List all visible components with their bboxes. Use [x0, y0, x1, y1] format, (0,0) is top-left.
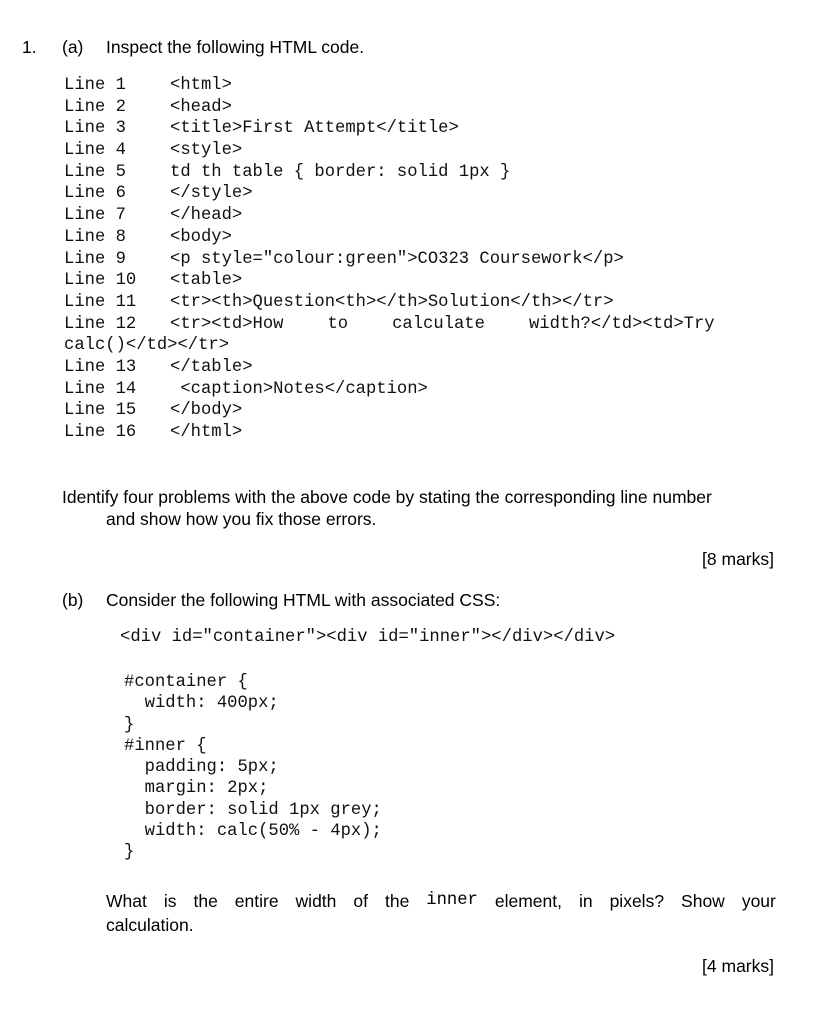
part-a-task-line-2: and show how you fix those errors. — [106, 509, 377, 529]
part-b-intro: Consider the following HTML with associated CSS: — [106, 590, 501, 610]
code-text: </style> — [170, 184, 253, 204]
word: of — [353, 891, 368, 911]
css-line: border: solid 1px grey; — [124, 800, 382, 820]
code-text: <tr><th>Question<th></th>Solution</th></tr> — [170, 292, 614, 312]
word: in — [578, 891, 593, 911]
code-text: </body> — [170, 401, 243, 421]
word: the — [193, 891, 218, 911]
code-token: width?</td><td>Try — [528, 314, 715, 334]
line-number: Line 5 — [64, 162, 126, 182]
line-number: Line 9 — [64, 249, 126, 269]
line-number: Line 13 — [64, 357, 137, 377]
code-text: <html> — [170, 76, 232, 95]
css-line: margin: 2px; — [124, 779, 269, 799]
part-a-task — [62, 486, 778, 530]
code-text: <table> — [170, 271, 243, 291]
part-a-marks: [8 marks] — [702, 549, 774, 569]
css-line: padding: 5px; — [124, 758, 279, 778]
line-number: Line 14 — [64, 379, 137, 399]
line-number: Line 15 — [64, 401, 137, 421]
code-text: </head> — [170, 206, 243, 226]
line-number: Line 11 — [64, 292, 137, 312]
line-number: Line 3 — [64, 119, 126, 139]
word: pixels? — [609, 891, 665, 911]
part-a-intro: Inspect the following HTML code. — [106, 37, 365, 57]
code-text: td th table { border: solid 1px } — [170, 162, 511, 182]
line-number: Line 2 — [64, 97, 126, 117]
question-number: 1. — [22, 37, 37, 57]
code-text: <title>First Attempt</title> — [170, 119, 459, 139]
word: entire — [234, 891, 279, 911]
css-line: width: calc(50% - 4px); — [124, 822, 382, 842]
word: What — [106, 891, 147, 911]
word: the — [384, 891, 410, 911]
line-number: Line 12 — [64, 314, 137, 334]
css-code-block — [124, 672, 382, 864]
code-token: <tr><td>How — [170, 314, 284, 334]
line-number: Line 6 — [64, 184, 126, 204]
code-text — [170, 314, 715, 336]
code-text: <style> — [170, 141, 243, 161]
line-number: Line 4 — [64, 141, 126, 161]
part-a-label: (a) — [62, 37, 84, 57]
code-token: calculate — [392, 314, 485, 334]
word: your — [741, 891, 776, 911]
code-text-wrapped: calc()</td></tr> — [64, 336, 230, 356]
word: Show — [681, 891, 725, 911]
code-token: to — [327, 314, 349, 334]
code-text: </html> — [170, 423, 243, 443]
css-line: #inner { — [124, 736, 207, 756]
part-b-label: (b) — [62, 590, 84, 610]
code-text: <body> — [170, 227, 232, 247]
part-b-question — [106, 889, 776, 937]
line-number: Line 16 — [64, 423, 137, 443]
css-line: #container { — [124, 673, 248, 692]
word: is — [163, 891, 177, 911]
css-line: width: 400px; — [124, 694, 279, 714]
part-b-marks: [4 marks] — [702, 956, 774, 976]
inline-code-inner: inner — [426, 891, 478, 910]
line-number: Line 8 — [64, 227, 126, 247]
html-snippet: <div id="container"><div id="inner"></div></div> — [120, 628, 616, 647]
code-text: </table> — [170, 357, 253, 377]
word: element, — [494, 891, 562, 911]
code-text: <p style="colour:green">CO323 Coursework</p> — [170, 249, 624, 269]
line-number: Line 10 — [64, 271, 137, 291]
part-b-question-line-1 — [106, 889, 776, 913]
code-text: <caption>Notes</caption> — [170, 379, 428, 399]
line-number: Line 7 — [64, 206, 126, 226]
part-a-task-line-1: Identify four problems with the above code by stating the corresponding line number — [62, 487, 712, 507]
line-number: Line 1 — [64, 76, 126, 95]
word: width — [295, 891, 337, 911]
code-text: <head> — [170, 97, 232, 117]
css-line: } — [124, 843, 135, 863]
css-line: } — [124, 715, 135, 735]
part-b-question-line-2: calculation. — [106, 915, 194, 935]
